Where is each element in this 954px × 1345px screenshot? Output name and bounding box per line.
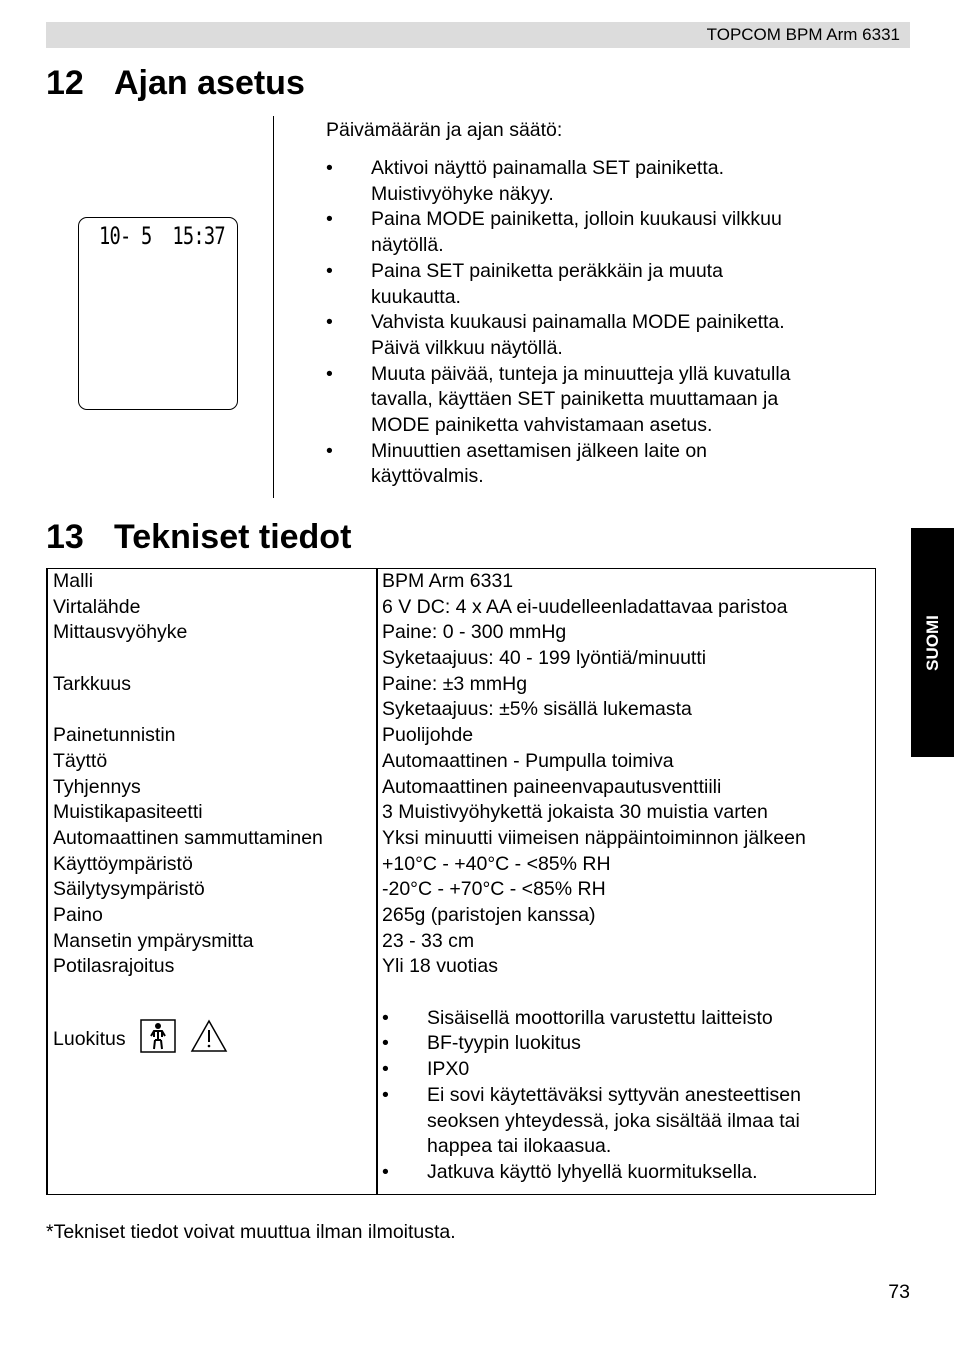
page-number: 73 [888,1281,910,1303]
spec-value: Yli 18 vuotias [382,955,498,978]
spec-value: Syketaajuus: 40 - 199 lyöntiä/minuutti [382,647,707,670]
spec-value: 265g (paristojen kanssa) [382,903,596,926]
spec-value: +10°C - +40°C - <85% RH [382,852,611,875]
header-title: TOPCOM BPM Arm 6331 [706,25,900,44]
section-12-steps [326,156,886,490]
list-item: • Vahvista kuukausi painamalla MODE painiketta. [326,311,785,334]
list-item: MODE painiketta vahvistamaan asetus. [371,414,713,437]
spec-value: Automaattinen - Pumpulla toimiva [382,749,674,772]
list-item: • Paina SET painiketta peräkkäin ja muuta [326,259,723,282]
spec-table [46,568,876,1195]
section-13-number: 13 [46,518,84,556]
section-12-number: 12 [46,64,84,102]
spec-value: 3 Muistivyöhykettä jokaista 30 muistia varten [382,801,768,824]
spec-label: Säilytysympäristö [53,878,205,901]
list-item: Muistivyöhyke näkyy. [371,182,554,205]
section-13-title: Tekniset tiedot [114,518,352,556]
classification-label: Luokitus [53,1027,126,1050]
header-bar [46,22,910,48]
spec-value: 23 - 33 cm [382,929,475,952]
section-12-heading [46,64,305,103]
spec-label: Paino [53,903,103,926]
spec-value: Yksi minuutti viimeisen näppäintoiminnon jälkeen [382,826,806,849]
language-tab-label: SUOMI [922,614,942,671]
spec-label: Mittausvyöhyke [53,621,188,644]
list-item: tavalla, käyttäen SET painiketta muuttamaan ja [371,388,779,411]
spec-value: 6 V DC: 4 x AA ei-uudelleenladattavaa paristoa [382,595,788,618]
footnote: *Tekniset tiedot voivat muuttua ilman ilmoitusta. [46,1221,456,1243]
lcd-display-text: 10- 5 15:37 [99,222,225,250]
spec-label: Automaattinen sammuttaminen [53,826,323,849]
list-item: • Minuuttien asettamisen jälkeen laite on [326,439,708,462]
warning-triangle-icon [190,1019,228,1059]
spec-value: Puolijohde [382,724,474,747]
spec-value: Syketaajuus: ±5% sisällä lukemasta [382,698,692,721]
spec-label: Malli [53,570,94,592]
spec-value: BPM Arm 6331 [382,570,514,592]
lcd-display-illustration [78,217,238,410]
section-12-title: Ajan asetus [114,64,305,102]
list-item: • IPX0 [382,1058,470,1081]
spec-label: Täyttö [53,749,108,772]
list-item: • Aktivoi näyttö painamalla SET painiketta. [326,157,724,179]
list-item: käyttövalmis. [371,465,484,488]
table-column-divider [376,569,378,1194]
list-item: näytöllä. [371,234,444,257]
list-item: • Sisäisellä moottorilla varustettu laitteisto [382,1006,773,1029]
section-13-heading [46,518,351,557]
list-item: • Paina MODE painiketta, jolloin kuukausi vilkkuu [326,208,782,231]
spec-label: Potilasrajoitus [53,955,175,978]
spec-value: Paine: 0 - 300 mmHg [382,621,567,644]
spec-value: -20°C - +70°C - <85% RH [382,878,606,901]
spec-value: Paine: ±3 mmHg [382,672,528,695]
list-item: • Muuta päivää, tunteja ja minuutteja yllä kuvatulla [326,362,791,385]
spec-label: Käyttöympäristö [53,852,193,875]
spec-label: Mansetin ympärysmitta [53,929,254,952]
list-item: • Jatkuva käyttö lyhyellä kuormituksella. [382,1160,758,1183]
list-item: kuukautta. [371,285,461,308]
spec-label: Painetunnistin [53,724,176,747]
spec-label: Virtalähde [53,595,141,618]
list-item: seoksen yhteydessä, joka sisältää ilmaa tai [427,1109,800,1132]
section-12-intro: Päivämäärän ja ajan säätö: [326,119,563,141]
list-item: • BF-tyypin luokitus [382,1032,581,1055]
spec-labels [53,569,373,980]
list-item: Päivä vilkkuu näytöllä. [371,336,563,359]
classification-row [53,1019,228,1059]
spec-label: Tyhjennys [53,775,141,798]
spec-label [53,697,373,723]
list-item: • Ei sovi käytettäväksi syttyvän anesteettisen [382,1083,801,1106]
bf-type-body-icon [140,1019,176,1059]
spec-label: Tarkkuus [53,672,132,695]
language-side-tab [911,528,954,757]
spec-label [53,646,373,672]
spec-label: Muistikapasiteetti [53,801,203,824]
list-item: happea tai ilokaasua. [427,1135,612,1158]
spec-value: Automaattinen paineenvapautusventtiili [382,775,722,798]
spec-values [382,569,872,1186]
column-divider [273,116,274,498]
